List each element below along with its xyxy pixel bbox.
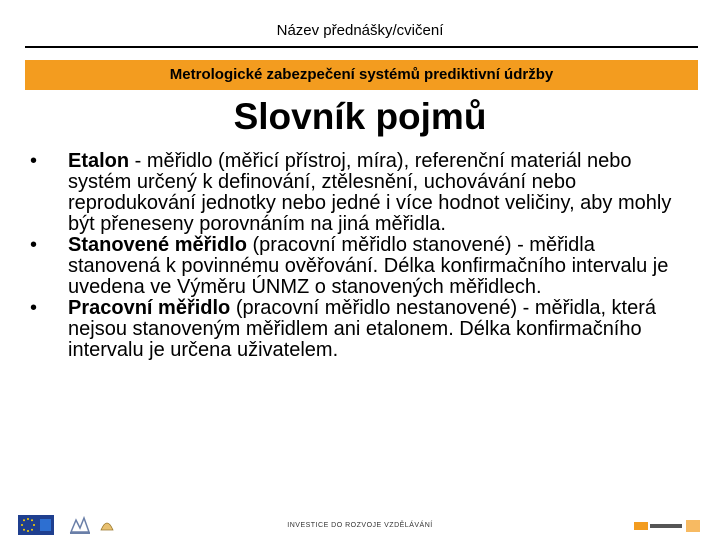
term-name: Pracovní měřidlo bbox=[68, 297, 231, 319]
page-header-title: Název přednášky/cvičení bbox=[276, 22, 444, 39]
term-definition: (pracovní měřidlo nestanovené) - měřidla, která nejsou stanoveným měřidlem ani etalonem. Délka konfirmačního intervalu je určena uživatelem. bbox=[68, 297, 657, 361]
partner-logo bbox=[632, 516, 704, 536]
term-name: Etalon bbox=[68, 150, 130, 172]
term-name: Stanovené měřidlo bbox=[68, 234, 247, 256]
header-divider bbox=[25, 46, 698, 48]
bullet-icon: • bbox=[30, 150, 38, 172]
list-item bbox=[30, 298, 680, 361]
term-definition: - měřidlo (měřicí přístroj, míra), referenční materiál nebo systém určený k definování, ztělesnění, uchovávání nebo reprodukování jednotky nebo jedné i více hodnot veličiny, aby mohly být přeneseny porovnáním na jiná měřidla. bbox=[68, 150, 672, 235]
bullet-icon: • bbox=[30, 297, 38, 319]
slide-title: Slovník pojmů bbox=[233, 96, 487, 137]
bullet-icon: • bbox=[30, 234, 38, 256]
term-definition: (pracovní měřidlo stanovené) - měřidla stanovená k povinnému ověřování. Délka konfirmačního intervalu je uvedena ve Výměru ÚNMZ o stanovených měřidlech. bbox=[68, 234, 669, 298]
course-banner: Metrologické zabezpečení systémů prediktivní údržby bbox=[25, 60, 698, 90]
term-list bbox=[30, 151, 680, 361]
list-item bbox=[30, 235, 680, 298]
list-item bbox=[30, 151, 680, 235]
footer-slogan: INVESTICE DO ROZVOJE VZDĚLÁVÁNÍ bbox=[287, 522, 433, 529]
